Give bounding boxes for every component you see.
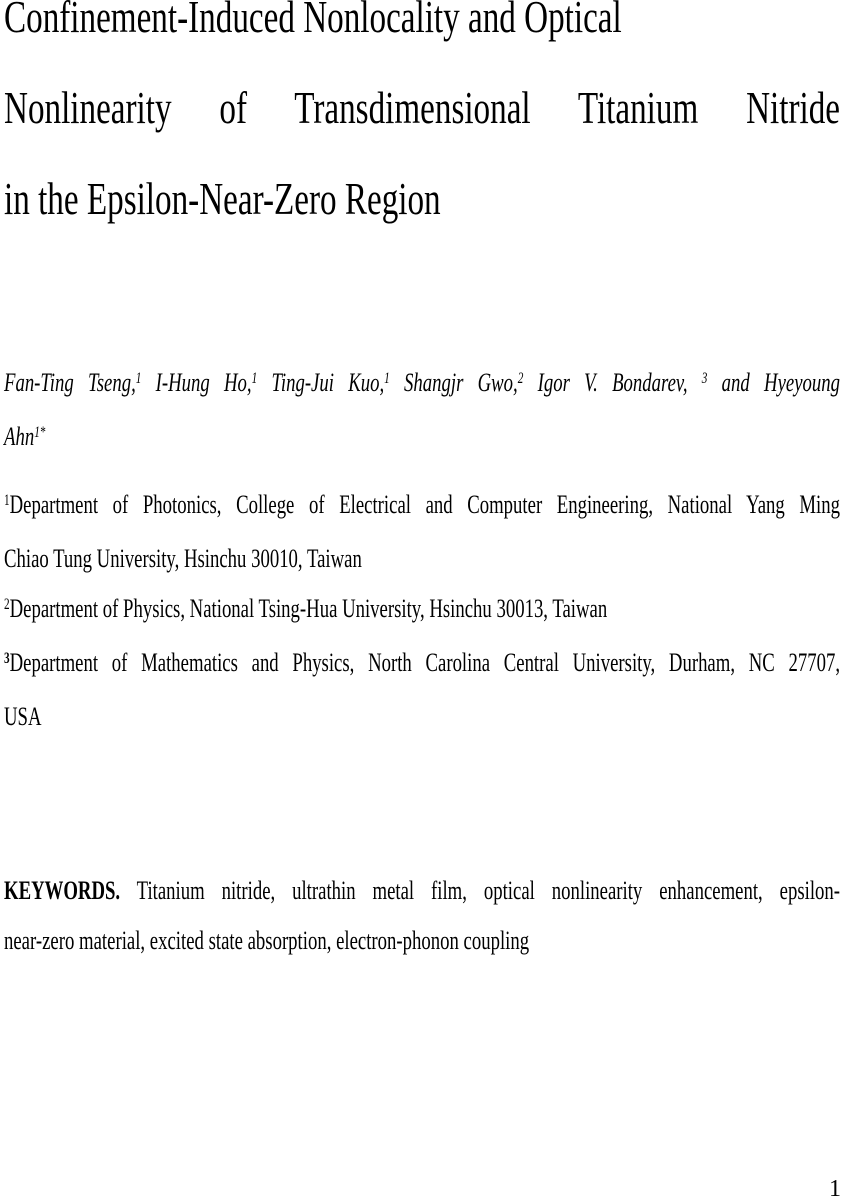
text-line xyxy=(4,916,840,966)
text-line xyxy=(4,584,840,638)
text-segment: in the Epsilon-Near-Zero Region xyxy=(4,173,441,224)
text-segment: Fan-Ting Tseng, xyxy=(4,368,136,397)
text-line xyxy=(4,358,840,412)
text-segment: near-zero material, excited state absorption, electron-phonon coupling xyxy=(4,926,530,955)
text-segment: Chiao Tung University, Hsinchu 30010, Taiwan xyxy=(4,544,362,573)
text-segment: Department of Physics, National Tsing-Hua University, Hsinchu 30013, Taiwan xyxy=(9,594,608,623)
text-line xyxy=(4,412,840,466)
text-line xyxy=(4,153,840,244)
superscript-marker: 2 xyxy=(4,596,10,614)
text-segment: USA xyxy=(4,702,42,731)
author-list xyxy=(4,358,840,466)
text-line xyxy=(4,0,840,62)
page-number: 1 xyxy=(829,1176,841,1202)
text-segment: Igor V. Bondarev, xyxy=(523,368,702,397)
text-line xyxy=(4,534,840,584)
text-segment: Confinement-Induced Nonlocality and Optical xyxy=(4,0,622,42)
text-line xyxy=(4,692,840,742)
paper-title xyxy=(4,0,840,244)
text-segment: Titanium nitride, ultrathin metal film, optical nonlinearity enhancement, epsilon- xyxy=(120,876,841,905)
text-segment: Shangjr Gwo, xyxy=(389,368,518,397)
superscript-marker: 3 xyxy=(701,370,708,388)
superscript-marker: 1 xyxy=(384,370,390,388)
text-line xyxy=(4,866,840,916)
superscript-marker: 2 xyxy=(517,370,524,388)
text-segment: and Hyeyoung xyxy=(707,368,841,397)
text-segment: I-Hung Ho, xyxy=(141,368,252,397)
text-line xyxy=(4,638,840,692)
text-segment: Department of Photonics, College of Electrical and Computer Engineering, National Yang Ming xyxy=(9,490,841,519)
superscript-marker: 1* xyxy=(34,424,46,442)
text-segment: KEYWORDS. xyxy=(4,876,121,905)
text-line xyxy=(4,480,840,534)
superscript-marker: 1 xyxy=(251,370,258,388)
superscript-marker: 3 xyxy=(4,650,10,668)
text-segment: Ting-Jui Kuo, xyxy=(257,368,385,397)
text-segment: Department of Mathematics and Physics, North Carolina Central University, Durham, NC 27707, xyxy=(9,648,841,677)
superscript-marker: 1 xyxy=(135,370,142,388)
text-segment: Ahn xyxy=(4,422,35,451)
affiliations xyxy=(4,480,840,742)
text-segment: Nonlinearity of Transdimensional Titanium Nitride xyxy=(4,82,841,133)
superscript-marker: 1 xyxy=(4,492,10,510)
text-line xyxy=(4,62,840,153)
keywords-paragraph xyxy=(4,866,840,966)
